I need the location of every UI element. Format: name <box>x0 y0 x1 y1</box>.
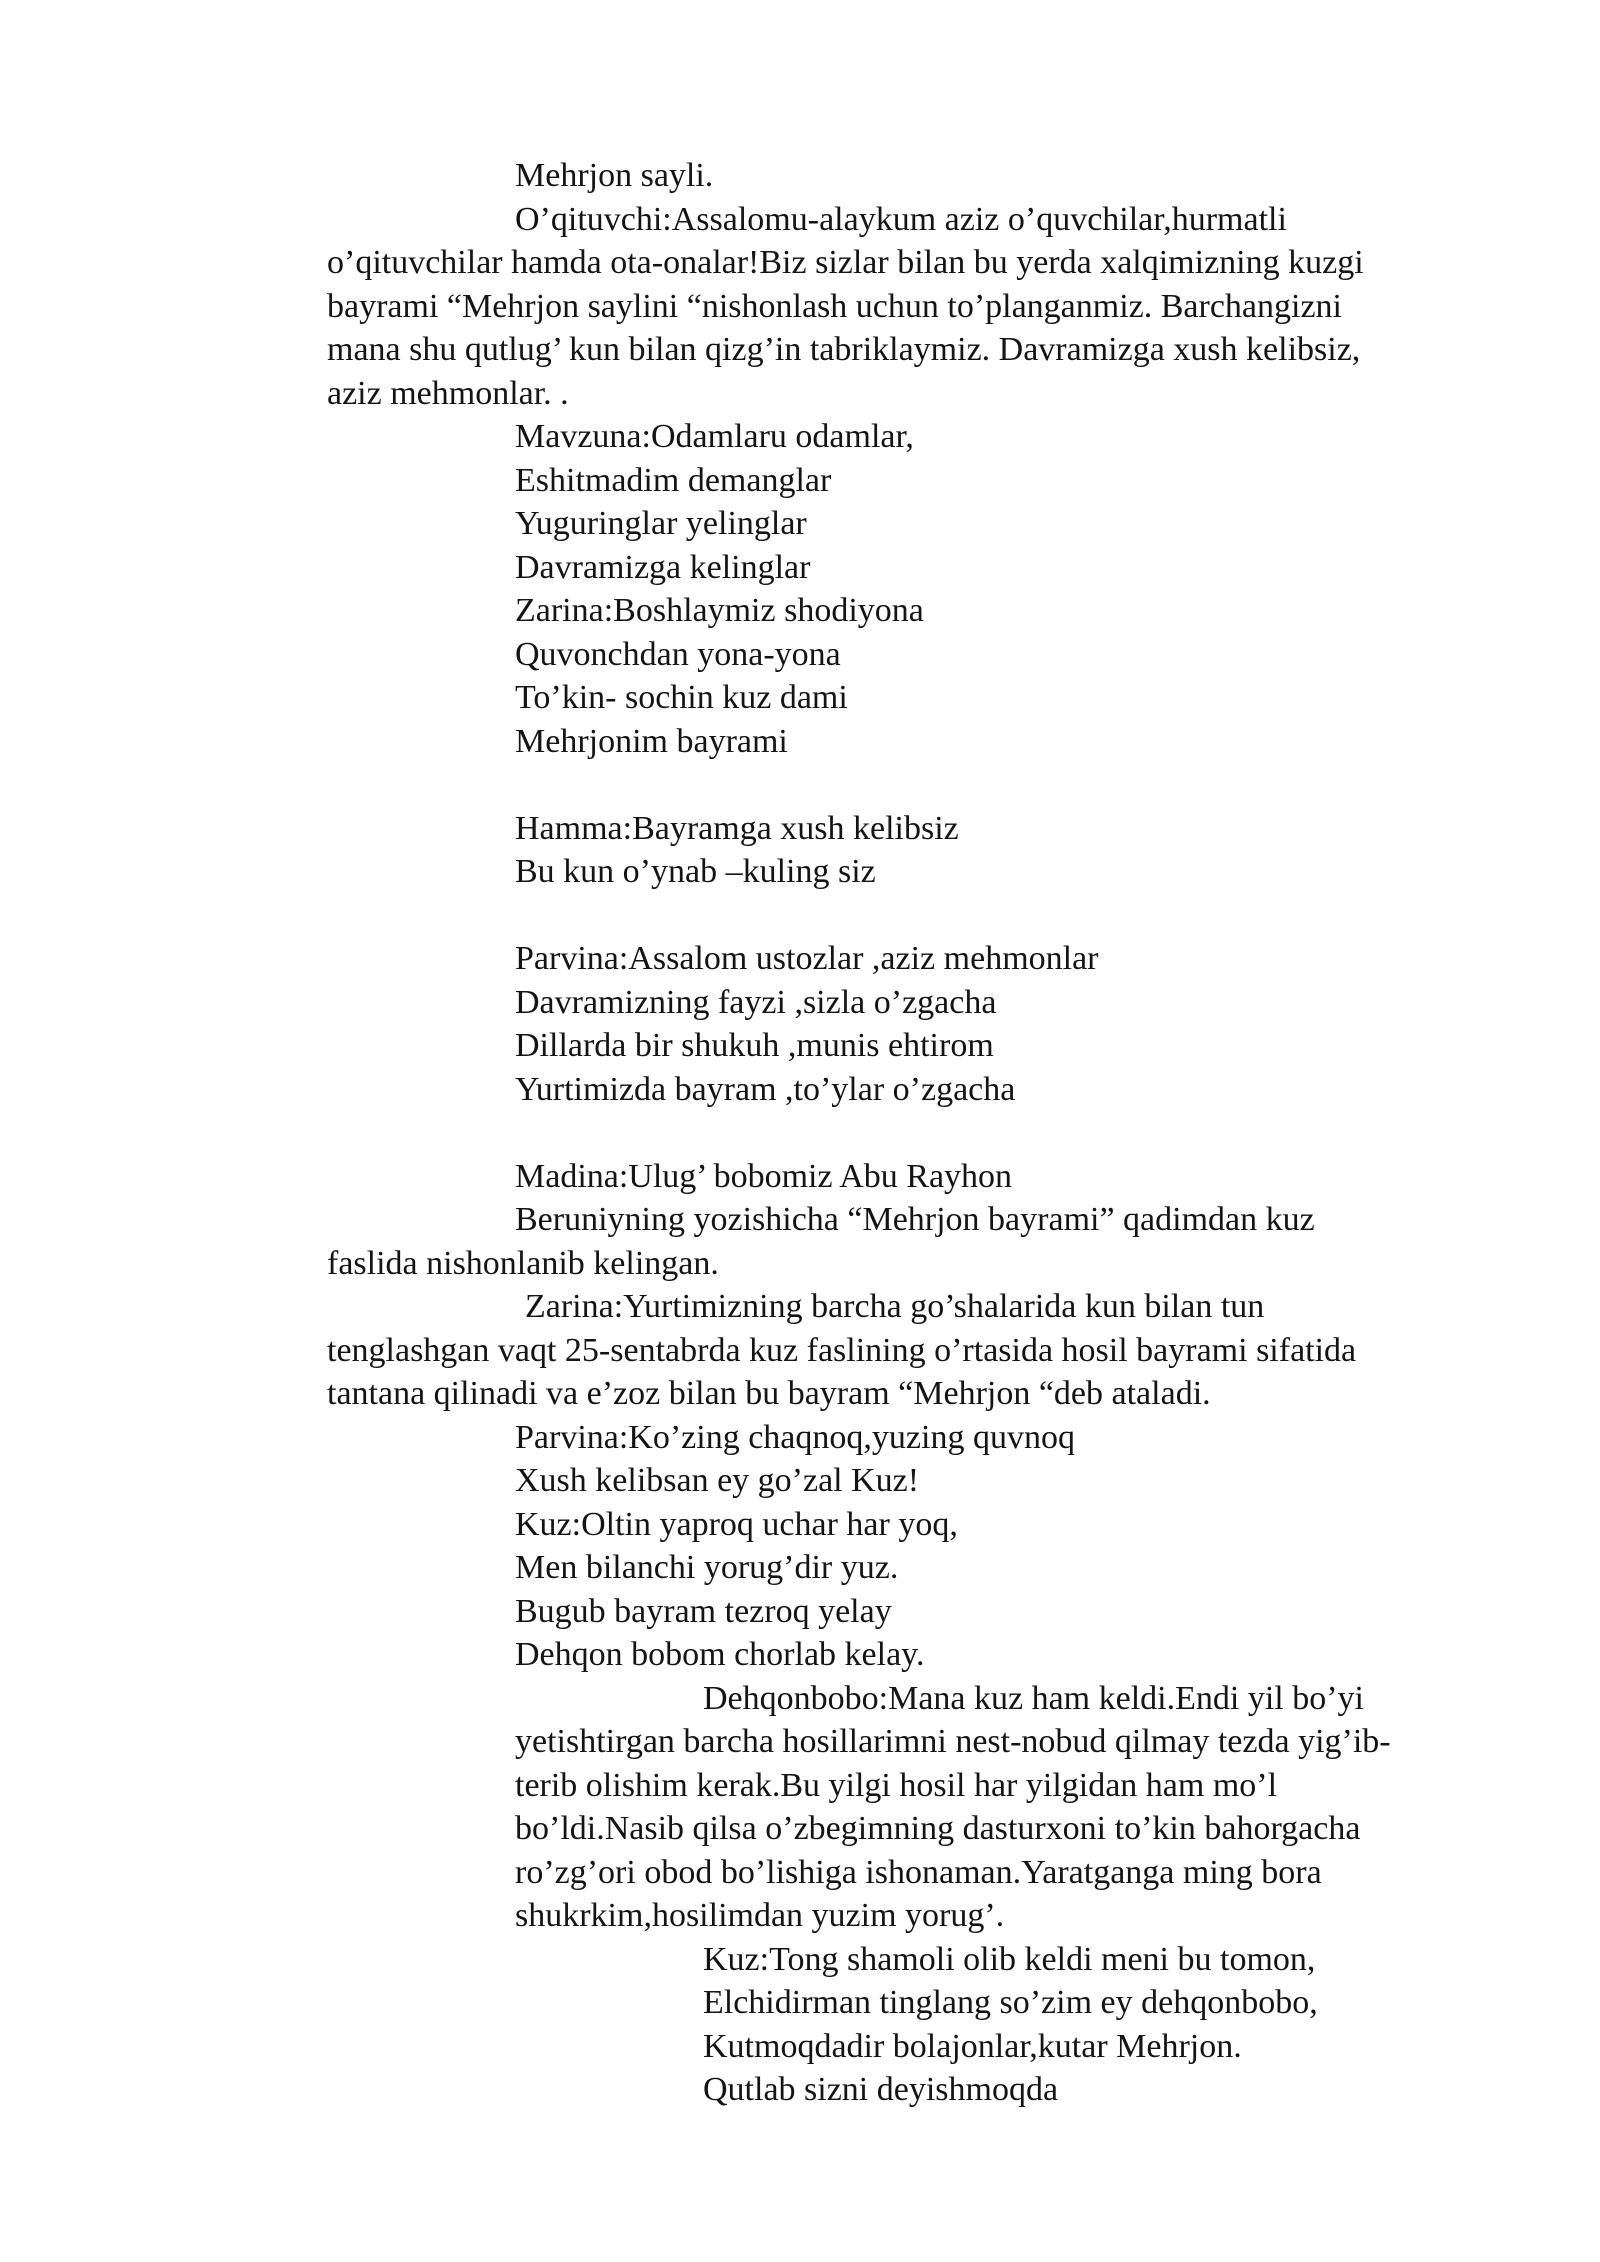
text-line: Davramizga kelinglar <box>515 548 811 586</box>
blank-line <box>327 1111 1497 1155</box>
text-line: tenglashgan vaqt 25-sentabrda kuz faslining o’rtasida hosil bayrami sifatida <box>327 1331 1357 1369</box>
text-line: Dehqon bobom chorlab kelay. <box>515 1636 925 1673</box>
text-line: Dehqonbobo:Mana kuz ham keldi.Endi yil bo’yi <box>703 1679 1364 1717</box>
text-line: Kuz:Tong shamoli olib keldi meni bu tomon, <box>703 1940 1316 1978</box>
text-line: Kuz:Oltin yaproq uchar har yoq, <box>515 1505 958 1543</box>
text-line: Men bilanchi yorug’dir yuz. <box>515 1549 899 1586</box>
text-line: faslida nishonlanib kelingan. <box>327 1244 719 1282</box>
text-line: yetishtirgan barcha hosillarimni nest-nobud qilmay tezda yig’ib- <box>515 1723 1391 1760</box>
text-line: Beruniyning yozishicha “Mehrjon bayrami” qadimdan kuz <box>515 1201 1315 1238</box>
text-line: Xush kelibsan ey go’zal Kuz! <box>515 1462 920 1499</box>
text-line: Qutlab sizni deyishmoqda <box>703 2071 1059 2108</box>
text-line: bo’ldi.Nasib qilsa o’zbegimning dasturxoni to’kin bahorgacha <box>515 1810 1361 1847</box>
text-line: aziz mehmonlar. . <box>327 374 569 412</box>
text-line: Eshitmadim demanglar <box>515 461 832 499</box>
text-line: terib olishim kerak.Bu yilgi hosil har yilgidan ham mo’l <box>515 1766 1278 1804</box>
text-line: Bugub bayram tezroq yelay <box>515 1592 892 1630</box>
text-line: Davramizning fayzi ,sizla o’zgacha <box>515 983 997 1021</box>
text-line: Elchidirman tinglang so’zim ey dehqonbobo, <box>703 1984 1318 2021</box>
text-line: O’qituvchi:Assalomu-alaykum aziz o’quvchilar,hurmatli <box>515 200 1287 238</box>
text-line: mana shu qutlug’ kun bilan qizg’in tabriklaymiz. Davramizga xush kelibsiz, <box>327 331 1361 368</box>
text-line: Bu kun o’ynab –kuling siz <box>515 853 876 890</box>
text-line: Mavzuna:Odamlaru odamlar, <box>515 418 914 455</box>
text-line: Yuguringlar yelinglar <box>515 505 807 542</box>
text-line: Parvina:Assalom ustozlar ,aziz mehmonlar <box>515 940 1099 977</box>
text-line: Parvina:Ko’zing chaqnoq,yuzing quvnoq <box>515 1418 1075 1456</box>
text-line: Quvonchdan yona-yona <box>515 635 841 673</box>
blank-line <box>327 894 1497 938</box>
document-body <box>327 154 1497 2112</box>
text-line: o’qituvchilar hamda ota-onalar!Biz sizlar bilan bu yerda xalqimizning kuzgi <box>327 244 1364 281</box>
text-line: Zarina:Boshlaymiz shodiyona <box>515 592 924 629</box>
text-line: Yurtimizda bayram ,to’ylar o’zgacha <box>515 1070 1016 1108</box>
text-line: Hamma:Bayramga xush kelibsiz <box>515 809 959 847</box>
text-line: ro’zg’ori obod bo’lishiga ishonaman.Yaratganga ming bora <box>515 1853 1322 1891</box>
text-line: Madina:Ulug’ bobomiz Abu Rayhon <box>515 1157 1013 1195</box>
text-line: Dillarda bir shukuh ,munis ehtirom <box>515 1027 994 1064</box>
text-line: bayrami “Mehrjon saylini “nishonlash uchun to’planganmiz. Barchangizni <box>327 287 1343 325</box>
text-line: To’kin- sochin kuz dami <box>515 679 848 716</box>
blank-line <box>327 763 1497 807</box>
text-line: Mehrjon sayli. <box>515 157 714 194</box>
text-line: tantana qilinadi va e’zoz bilan bu bayram “Mehrjon “deb ataladi. <box>327 1375 1211 1412</box>
text-line: shukrkim,hosilimdan yuzim yorug’. <box>515 1897 1005 1934</box>
text-line: Mehrjonim bayrami <box>515 722 788 760</box>
text-line: Kutmoqdadir bolajonlar,kutar Mehrjon. <box>703 2027 1242 2065</box>
text-line: Zarina:Yurtimizning barcha go’shalarida kun bilan tun <box>525 1288 1265 1325</box>
